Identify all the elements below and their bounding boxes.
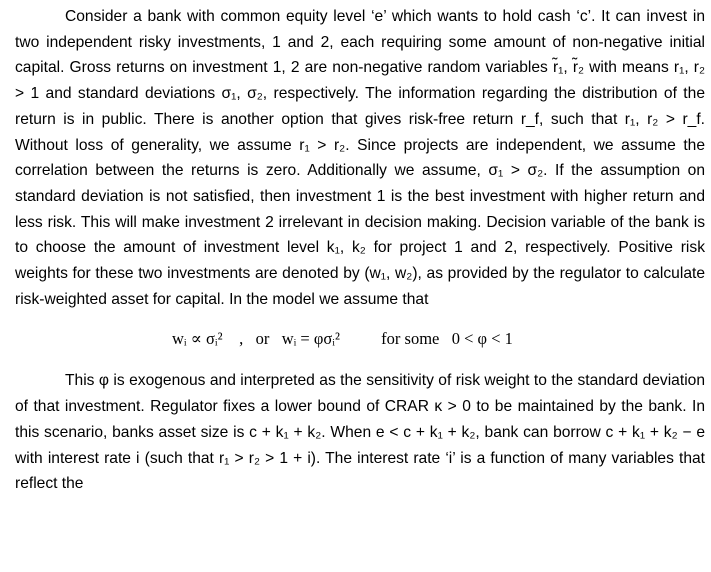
paragraph-model-setup-text: Consider a bank with common equity level ‘e’ which wants to hold cash ‘c’. It can invest in two independent risky investments, 1 and 2, each requiring some amount of non-negative initial capital. Gross returns on investment 1, 2 are non-negative random variables r̃₁, r̃₂ with means r₁, r₂ > 1 and standard deviations σ₁, σ₂, respectively. The information regarding the distribution of the return is in public. There is another option that gives risk-free return r_f, such that r₁, r₂ > r_f. Without loss of generality, we assume r₁ > r₂. Since projects are independent, we assume the correlation between the returns is zero. Additionally we assume, σ₁ > σ₂. If the assumption on standard deviation is not satisfied, then investment 1 is the best investment with higher return and less risk. This will make investment 2 irrelevant in decision making. Decision variable of the bank is to choose the amount of investment level k₁, k₂ for project 1 and 2, respectively. Positive risk weights for these two investments are denoted by (w₁, w₂), as provided by the regulator to calculate risk-weighted asset for capital. In the model we assume that <box>15 8 705 308</box>
paragraph-phi-interpretation <box>15 368 705 497</box>
risk-weight-equation <box>15 326 705 354</box>
document-page <box>15 4 705 497</box>
paragraph-phi-interpretation-text: This φ is exogenous and interpreted as the sensitivity of risk weight to the standard deviation of that investment. Regulator fixes a lower bound of CRAR κ > 0 to be maintained by the bank. In this scenario, banks asset size is c + k₁ + k₂. When e < c + k₁ + k₂, bank can borrow c + k₁ + k₂ − e with interest rate i (such that r₁ > r₂ > 1 + i). The interest rate ‘i’ is a function of many variables that reflect the <box>15 372 705 493</box>
risk-weight-equation-text: wᵢ ∝ σᵢ² , or wᵢ = φσᵢ² for some 0 < φ < 1 <box>172 329 513 349</box>
paragraph-model-setup <box>15 4 705 312</box>
